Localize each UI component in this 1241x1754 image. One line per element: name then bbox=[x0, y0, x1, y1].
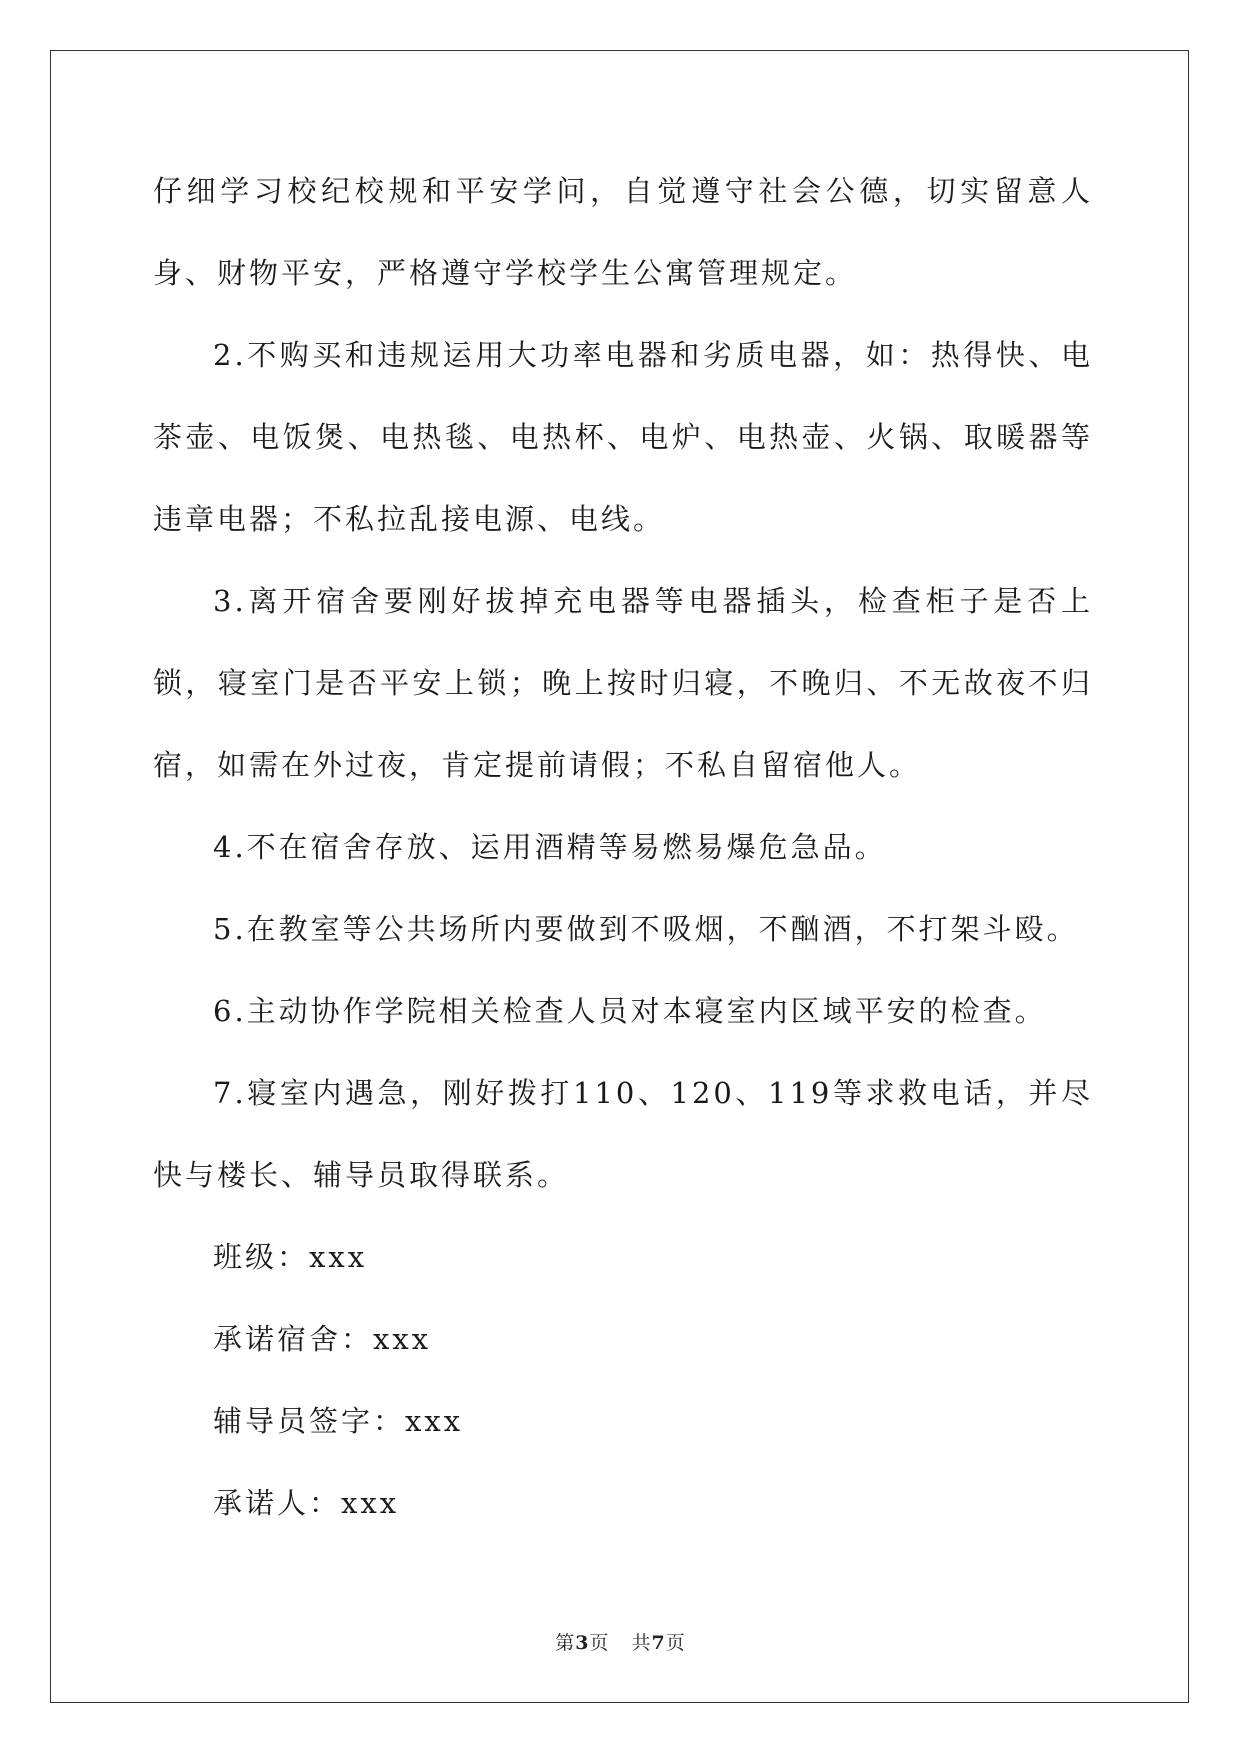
counselor-signature-field: 辅导员签字：xxx bbox=[213, 1404, 464, 1438]
dormitory-field: 承诺宿舍：xxx bbox=[213, 1322, 432, 1356]
total-suffix: 页 bbox=[665, 1632, 686, 1654]
paragraph-item-3: 3.离开宿舍要刚好拔掉充电器等电器插头，检查柜子是否上锁，寝室门是否平安上锁；晚上按时归寝，不晚归、不无故夜不归宿，如需在外过夜，肯定提前请假；不私自留宿他人。 bbox=[153, 584, 1093, 782]
document-body bbox=[153, 150, 1093, 1544]
paragraph-item-4: 4.不在宿舍存放、运用酒精等易燃易爆危急品。 bbox=[213, 830, 887, 864]
promisor-field: 承诺人：xxx bbox=[213, 1486, 400, 1520]
total-pages: 7 bbox=[651, 1632, 666, 1654]
page-number: 3 bbox=[575, 1632, 590, 1654]
page-prefix: 第 bbox=[555, 1632, 576, 1654]
paragraph-item-2: 2.不购买和违规运用大功率电器和劣质电器，如：热得快、电茶壶、电饭煲、电热毯、电热杯、电炉、电热壶、火锅、取暖器等违章电器；不私拉乱接电源、电线。 bbox=[153, 338, 1093, 536]
page-suffix: 页 bbox=[589, 1632, 610, 1654]
paragraph-item-6: 6.主动协作学院相关检查人员对本寝室内区域平安的检查。 bbox=[213, 994, 1047, 1028]
paragraph-item-5: 5.在教室等公共场所内要做到不吸烟，不酗酒，不打架斗殴。 bbox=[213, 912, 1079, 946]
page-footer bbox=[0, 1628, 1241, 1655]
paragraph-continuation: 仔细学习校纪校规和平安学问，自觉遵守社会公德，切实留意人身、财物平安，严格遵守学校学生公寓管理规定。 bbox=[153, 174, 1093, 290]
class-field: 班级：xxx bbox=[213, 1240, 368, 1274]
paragraph-item-7: 7.寝室内遇急，刚好拨打110、120、119等求救电话，并尽快与楼长、辅导员取得联系。 bbox=[153, 1076, 1093, 1192]
total-prefix: 共 bbox=[631, 1632, 652, 1654]
